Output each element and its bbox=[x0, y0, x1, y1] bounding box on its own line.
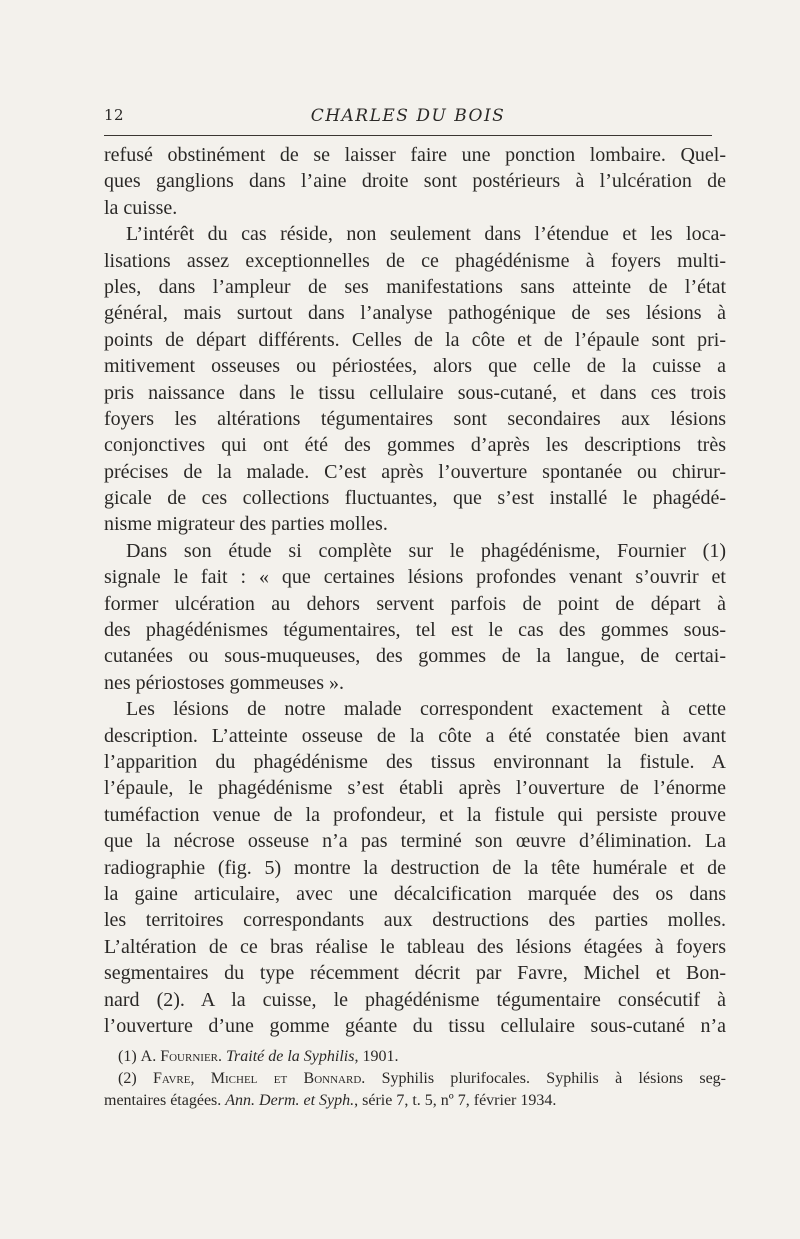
text-line: cutanées ou sous-muqueuses, des gommes de la langue, de certai- bbox=[104, 645, 726, 668]
text-line: gicale de ces collections fluctuantes, que s’est installé le phagédé- bbox=[104, 487, 726, 510]
text-line: la gaine articulaire, avec une décalcification marquée des os dans bbox=[104, 882, 726, 905]
footnote-text: Syphilis plurifocales. Syphilis à lésions seg- bbox=[365, 1070, 727, 1087]
footnote-author: A. Fournier. bbox=[140, 1048, 222, 1065]
header-rule bbox=[104, 135, 712, 136]
text-line: mitivement osseuses ou périostées, alors que celle de la cuisse a bbox=[104, 355, 726, 378]
text-line: que la nécrose osseuse n’a pas terminé son œuvre d’élimination. La bbox=[104, 830, 726, 853]
text-line: ques ganglions dans l’aine droite sont postérieurs à l’ulcération de bbox=[104, 170, 726, 193]
footnote-authors: Favre, Michel et Bonnard. bbox=[153, 1070, 366, 1087]
footnote-2-continued bbox=[104, 1090, 726, 1112]
text-line: L’intérêt du cas réside, non seulement dans l’étendue et les loca- bbox=[126, 223, 726, 246]
body-text bbox=[104, 142, 726, 1039]
text-line: l’ouverture d’une gomme géante du tissu cellulaire sous-cutané n’a bbox=[104, 1014, 726, 1037]
text-line: des phagédénismes tégumentaires, tel est le cas des gommes sous- bbox=[104, 619, 726, 642]
footnote-marker: (1) bbox=[118, 1048, 137, 1065]
text-line: segmentaires du type récemment décrit par Favre, Michel et Bon- bbox=[104, 962, 726, 985]
text-line: nisme migrateur des parties molles. bbox=[104, 513, 388, 536]
text-line: ples, dans l’ampleur de ses manifestations sans atteinte de l’état bbox=[104, 275, 726, 298]
footnote-marker: (2) bbox=[118, 1070, 137, 1087]
text-line: tuméfaction venue de la profondeur, et la fistule qui persiste prouve bbox=[104, 803, 726, 826]
text-line: points de départ différents. Celles de la côte et de l’épaule sont pri- bbox=[104, 328, 726, 351]
text-line: nard (2). A la cuisse, le phagédénisme tégumentaire consécutif à bbox=[104, 988, 726, 1011]
running-title: CHARLES DU BOIS bbox=[310, 106, 506, 126]
text-line: nes périostoses gommeuses ». bbox=[104, 671, 344, 694]
text-line: l’apparition du phagédénisme des tissus environnant la fistule. A bbox=[104, 750, 726, 773]
footnote-2 bbox=[104, 1068, 726, 1090]
page-number: 12 bbox=[104, 106, 125, 124]
text-line: foyers les altérations tégumentaires sont secondaires aux lésions bbox=[104, 407, 726, 430]
page-header bbox=[104, 106, 712, 130]
text-line: signale le fait : « que certaines lésions profondes venant s’ouvrir et bbox=[104, 566, 726, 589]
text-line: lisations assez exceptionnelles de ce phagédénisme à foyers multi- bbox=[104, 249, 726, 272]
text-line: L’altération de ce bras réalise le tableau des lésions étagées à foyers bbox=[104, 935, 726, 958]
text-line: Dans son étude si complète sur le phagédénisme, Fournier (1) bbox=[126, 539, 726, 562]
text-line: Les lésions de notre malade correspondent exactement à cette bbox=[126, 698, 726, 721]
text-line: conjonctives qui ont été des gommes d’après les descriptions très bbox=[104, 434, 726, 457]
footnote-rest: , 1901. bbox=[354, 1048, 399, 1065]
text-line: les territoires correspondants aux destructions des parties molles. bbox=[104, 909, 726, 932]
footnotes bbox=[104, 1046, 726, 1112]
footnote-title: Traité de la Syphilis bbox=[226, 1048, 355, 1065]
text-line: radiographie (fig. 5) montre la destruction de la tête humérale et de bbox=[104, 856, 726, 879]
text-line: former ulcération au dehors servent parfois de point de départ à bbox=[104, 592, 726, 615]
text-line: description. L’atteinte osseuse de la côte a été constatée bien avant bbox=[104, 724, 726, 747]
text-line: l’épaule, le phagédénisme s’est établi après l’ouverture de l’énorme bbox=[104, 777, 726, 800]
text-line: pris naissance dans le tissu cellulaire sous-cutané, et dans ces trois bbox=[104, 381, 726, 404]
footnote-journal: Ann. Derm. et Syph. bbox=[225, 1092, 355, 1109]
text-line: refusé obstinément de se laisser faire une ponction lombaire. Quel- bbox=[104, 144, 726, 166]
text-line: précises de la malade. C’est après l’ouverture spontanée ou chirur- bbox=[104, 460, 726, 483]
text-line: la cuisse. bbox=[104, 196, 178, 219]
footnote-rest: , série 7, t. 5, nº 7, février 1934. bbox=[354, 1092, 557, 1109]
footnote-1 bbox=[104, 1046, 726, 1068]
footnote-text: mentaires étagées. bbox=[104, 1092, 226, 1109]
text-line: général, mais surtout dans l’analyse pathogénique de ses lésions à bbox=[104, 302, 726, 325]
